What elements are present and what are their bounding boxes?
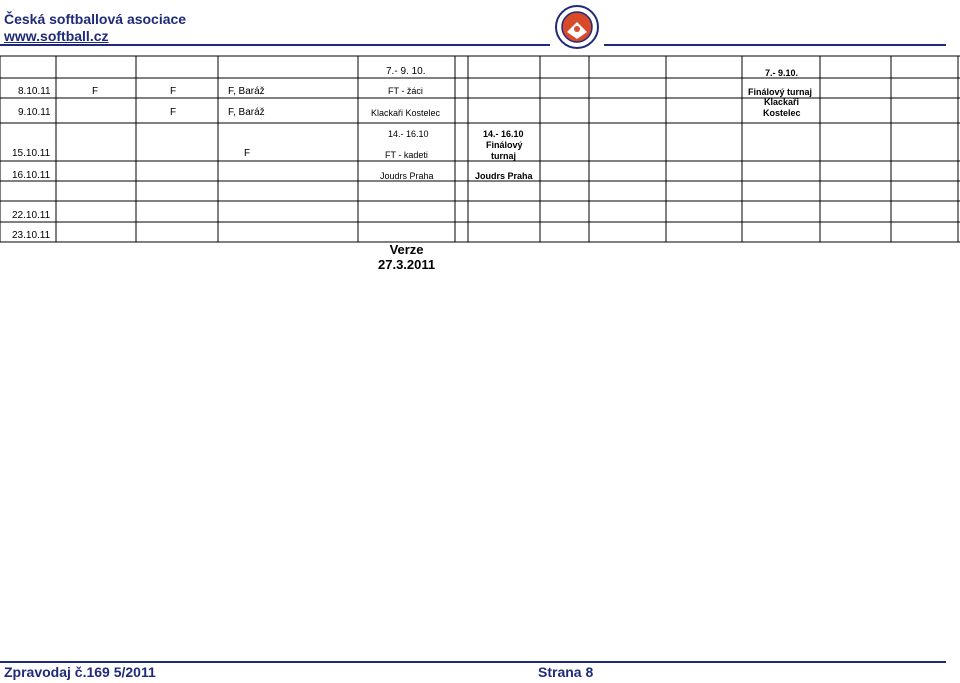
- cell-date-range-right: 7.- 9.10.: [765, 68, 799, 78]
- cell-date-range: 14.- 16.10: [388, 129, 429, 139]
- organization-title: Česká softballová asociace: [4, 11, 187, 27]
- cell-venue: Joudrs Praha: [380, 171, 434, 181]
- cell-event-baraz: F, Baráž: [228, 86, 265, 97]
- cell-date: 16.10.11: [12, 170, 51, 181]
- cell-event-code: F: [244, 148, 251, 159]
- version-date: 27.3.2011: [378, 257, 436, 272]
- cell-event-bold-2: turnaj: [491, 151, 517, 161]
- cell-event-baraz: F, Baráž: [228, 107, 265, 118]
- cell-event: FT - kadeti: [385, 150, 428, 160]
- cell-date: 9.10.11: [18, 107, 51, 118]
- cell-venue: Klackaři Kostelec: [371, 108, 441, 118]
- cell-venue-right-1: Klackaři: [764, 97, 800, 107]
- cell-date: 23.10.11: [12, 230, 51, 241]
- cell-venue-bold: Joudrs Praha: [475, 171, 533, 181]
- footer-rule: [0, 661, 946, 663]
- cell-event-code: F: [170, 107, 177, 118]
- cell-event-right: Finálový turnaj: [748, 87, 813, 97]
- version-label: Verze: [389, 242, 424, 257]
- website-link[interactable]: www.softball.cz: [4, 28, 109, 44]
- cell-date-range: 7.- 9. 10.: [386, 66, 426, 77]
- cell-date: 22.10.11: [12, 210, 51, 221]
- cell-date: 8.10.11: [18, 86, 51, 97]
- footer-issue: Zpravodaj č.169 5/2011: [4, 664, 156, 680]
- cell-venue-right-2: Kostelec: [763, 108, 801, 118]
- cell-event: FT - žáci: [388, 86, 423, 96]
- footer-page-number: Strana 8: [538, 664, 594, 680]
- cell-date-range-bold: 14.- 16.10: [483, 129, 524, 139]
- version-block: [378, 242, 435, 272]
- cell-event-code: F: [170, 86, 177, 97]
- cell-date: 15.10.11: [12, 148, 51, 159]
- cell-event-bold-1: Finálový: [486, 140, 523, 150]
- cell-event-code: F: [92, 86, 99, 97]
